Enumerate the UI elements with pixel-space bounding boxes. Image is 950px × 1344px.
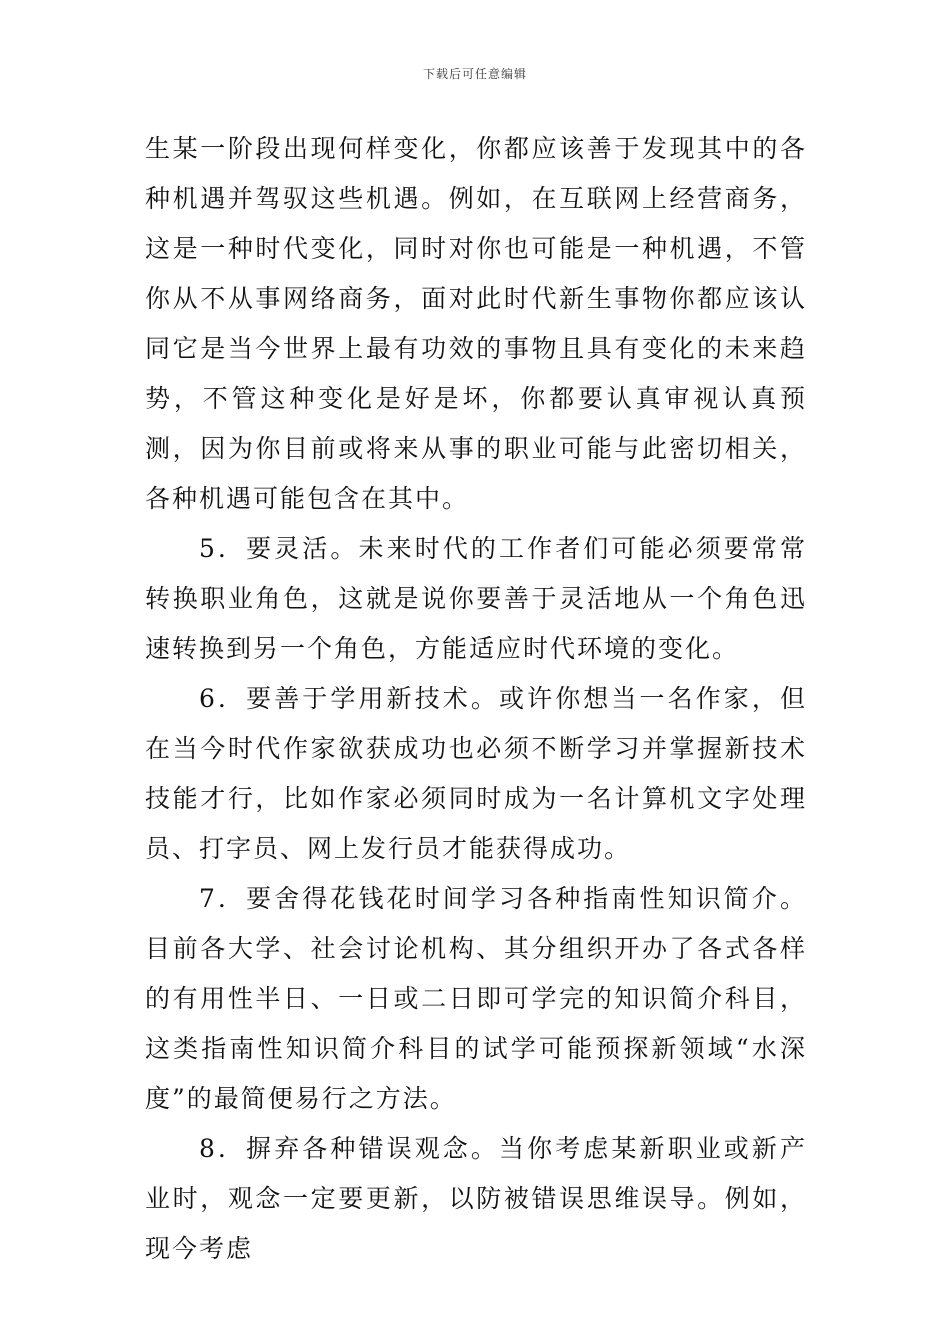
page-header-note: 下载后可任意编辑 xyxy=(422,67,527,81)
document-body xyxy=(145,124,807,1274)
paragraph-item-8: 8．摒弃各种错误观念。当你考虑某新职业或新产业时，观念一定要更新，以防被错误思维误导。例如，现今考虑 xyxy=(145,1134,807,1263)
paragraph-item-5: 5．要灵活。未来时代的工作者们可能必须要常常转换职业角色，这就是说你要善于灵活地从一个角色迅速转换到另一个角色，方能适应时代环境的变化。 xyxy=(145,534,807,663)
paragraph-continued: 生某一阶段出现何样变化，你都应该善于发现其中的各种机遇并驾驭这些机遇。例如，在互联网上经营商务，这是一种时代变化，同时对你也可能是一种机遇，不管你从不从事网络商务，面对此时代新生事物你都应该认同它是当今世界上最有功效的事物且具有变化的未来趋势，不管这种变化是好是坏，你都要认真审视认真预测，因为你目前或将来从事的职业可能与此密切相关，各种机遇可能包含在其中。 xyxy=(145,134,807,513)
paragraph-item-6: 6．要善于学用新技术。或许你想当一名作家，但在当今时代作家欲获成功也必须不断学习并掌握新技术技能才行，比如作家必须同时成为一名计算机文字处理员、打字员、网上发行员才能获得成功。 xyxy=(145,684,807,863)
paragraph-item-7: 7．要舍得花钱花时间学习各种指南性知识简介。目前各大学、社会讨论机构、其分组织开办了各式各样的有用性半日、一日或二日即可学完的知识简介科目，这类指南性知识简介科目的试学可能预探新领域“水深度”的最简便易行之方法。 xyxy=(145,884,807,1113)
